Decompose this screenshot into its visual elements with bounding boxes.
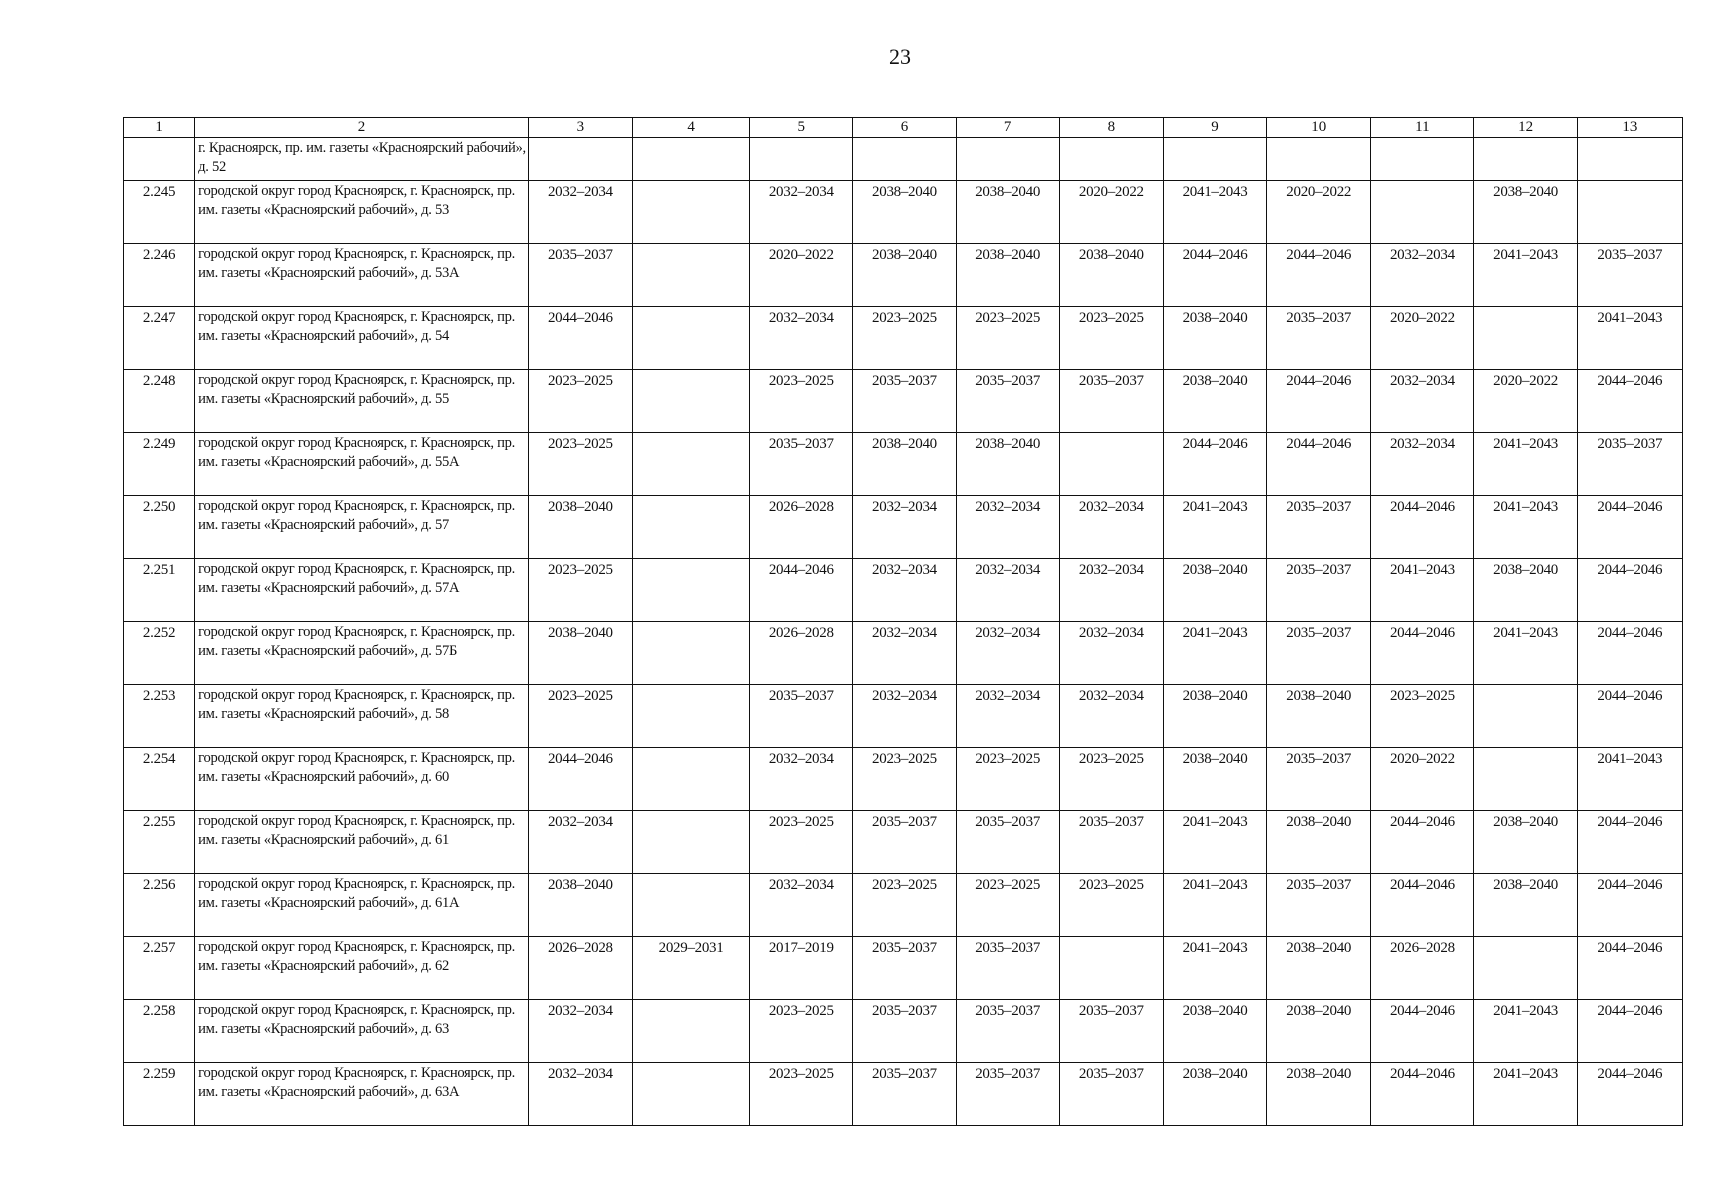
address-cell: городской округ город Красноярск, г. Красноярск, пр. им. газеты «Красноярский рабочий», д. 57Б	[195, 622, 529, 685]
period-cell-col-8: 2035–2037	[1059, 811, 1163, 874]
period-cell-col-12: 2041–2043	[1474, 622, 1577, 685]
period-cell-col-9: 2038–2040	[1163, 685, 1266, 748]
row-number-cell: 2.258	[124, 1000, 195, 1063]
period-cell-col-7	[956, 138, 1059, 181]
column-header-11: 11	[1371, 118, 1474, 138]
period-cell-col-12: 2041–2043	[1474, 496, 1577, 559]
period-cell-col-8: 2020–2022	[1059, 181, 1163, 244]
period-cell-col-11: 2020–2022	[1371, 307, 1474, 370]
period-cell-col-9: 2038–2040	[1163, 748, 1266, 811]
period-cell-col-3: 2044–2046	[528, 307, 632, 370]
period-cell-col-8: 2032–2034	[1059, 685, 1163, 748]
schedule-table	[123, 117, 1683, 1126]
table-row	[124, 811, 1683, 874]
period-cell-col-8	[1059, 138, 1163, 181]
address-cell: городской округ город Красноярск, г. Красноярск, пр. им. газеты «Красноярский рабочий», д. 61А	[195, 874, 529, 937]
table-row	[124, 244, 1683, 307]
row-number-cell: 2.252	[124, 622, 195, 685]
address-cell: городской округ город Красноярск, г. Красноярск, пр. им. газеты «Красноярский рабочий», д. 57	[195, 496, 529, 559]
schedule-table-container	[123, 117, 1683, 1126]
period-cell-col-5: 2026–2028	[750, 622, 853, 685]
period-cell-col-4	[632, 138, 749, 181]
period-cell-col-5: 2026–2028	[750, 496, 853, 559]
period-cell-col-9: 2038–2040	[1163, 559, 1266, 622]
period-cell-col-12	[1474, 307, 1577, 370]
address-cell: городской округ город Красноярск, г. Красноярск, пр. им. газеты «Красноярский рабочий», д. 54	[195, 307, 529, 370]
period-cell-col-12	[1474, 685, 1577, 748]
row-number-cell: 2.246	[124, 244, 195, 307]
period-cell-col-10: 2035–2037	[1267, 559, 1371, 622]
table-row	[124, 874, 1683, 937]
period-cell-col-11: 2044–2046	[1371, 874, 1474, 937]
period-cell-col-4	[632, 433, 749, 496]
column-header-2: 2	[195, 118, 529, 138]
period-cell-col-3: 2038–2040	[528, 622, 632, 685]
period-cell-col-4	[632, 874, 749, 937]
period-cell-col-7: 2038–2040	[956, 181, 1059, 244]
row-number-cell: 2.245	[124, 181, 195, 244]
period-cell-col-9: 2044–2046	[1163, 244, 1266, 307]
row-number-cell: 2.256	[124, 874, 195, 937]
table-header-row	[124, 118, 1683, 138]
period-cell-col-5: 2023–2025	[750, 1063, 853, 1126]
address-cell: г. Красноярск, пр. им. газеты «Красноярский рабочий», д. 52	[195, 138, 529, 181]
period-cell-col-13: 2041–2043	[1577, 748, 1682, 811]
period-cell-col-11: 2023–2025	[1371, 685, 1474, 748]
period-cell-col-10: 2035–2037	[1267, 874, 1371, 937]
period-cell-col-12: 2041–2043	[1474, 1000, 1577, 1063]
period-cell-col-13: 2044–2046	[1577, 1000, 1682, 1063]
table-row	[124, 685, 1683, 748]
period-cell-col-3: 2038–2040	[528, 496, 632, 559]
period-cell-col-12	[1474, 748, 1577, 811]
period-cell-col-6: 2032–2034	[853, 559, 956, 622]
period-cell-col-3: 2038–2040	[528, 874, 632, 937]
period-cell-col-12: 2038–2040	[1474, 874, 1577, 937]
period-cell-col-10: 2035–2037	[1267, 622, 1371, 685]
period-cell-col-13: 2044–2046	[1577, 937, 1682, 1000]
period-cell-col-4	[632, 1000, 749, 1063]
period-cell-col-12	[1474, 138, 1577, 181]
period-cell-col-6: 2035–2037	[853, 370, 956, 433]
period-cell-col-5: 2023–2025	[750, 811, 853, 874]
period-cell-col-13	[1577, 181, 1682, 244]
period-cell-col-12: 2041–2043	[1474, 244, 1577, 307]
period-cell-col-7: 2038–2040	[956, 244, 1059, 307]
period-cell-col-8: 2035–2037	[1059, 370, 1163, 433]
period-cell-col-4	[632, 181, 749, 244]
period-cell-col-9: 2041–2043	[1163, 181, 1266, 244]
period-cell-col-5: 2017–2019	[750, 937, 853, 1000]
period-cell-col-11: 2044–2046	[1371, 811, 1474, 874]
period-cell-col-8: 2023–2025	[1059, 874, 1163, 937]
period-cell-col-13: 2044–2046	[1577, 874, 1682, 937]
period-cell-col-8: 2035–2037	[1059, 1063, 1163, 1126]
period-cell-col-6: 2023–2025	[853, 748, 956, 811]
period-cell-col-7: 2035–2037	[956, 1000, 1059, 1063]
period-cell-col-12: 2038–2040	[1474, 811, 1577, 874]
period-cell-col-10: 2044–2046	[1267, 433, 1371, 496]
period-cell-col-3: 2023–2025	[528, 685, 632, 748]
period-cell-col-10: 2038–2040	[1267, 1063, 1371, 1126]
period-cell-col-10: 2038–2040	[1267, 1000, 1371, 1063]
period-cell-col-7: 2023–2025	[956, 748, 1059, 811]
period-cell-col-8: 2032–2034	[1059, 622, 1163, 685]
period-cell-col-9: 2041–2043	[1163, 622, 1266, 685]
period-cell-col-8	[1059, 433, 1163, 496]
period-cell-col-13: 2044–2046	[1577, 370, 1682, 433]
period-cell-col-11	[1371, 181, 1474, 244]
period-cell-col-7: 2023–2025	[956, 307, 1059, 370]
row-number-cell: 2.254	[124, 748, 195, 811]
period-cell-col-4	[632, 1063, 749, 1126]
row-number-cell: 2.249	[124, 433, 195, 496]
table-row	[124, 1063, 1683, 1126]
row-number-cell: 2.247	[124, 307, 195, 370]
period-cell-col-5: 2023–2025	[750, 1000, 853, 1063]
period-cell-col-6: 2038–2040	[853, 433, 956, 496]
address-cell: городской округ город Красноярск, г. Красноярск, пр. им. газеты «Красноярский рабочий», д. 62	[195, 937, 529, 1000]
period-cell-col-5: 2035–2037	[750, 685, 853, 748]
period-cell-col-7: 2035–2037	[956, 811, 1059, 874]
row-number-cell: 2.250	[124, 496, 195, 559]
period-cell-col-8	[1059, 937, 1163, 1000]
row-number-cell: 2.257	[124, 937, 195, 1000]
period-cell-col-3: 2023–2025	[528, 370, 632, 433]
period-cell-col-11: 2044–2046	[1371, 1000, 1474, 1063]
column-header-6: 6	[853, 118, 956, 138]
period-cell-col-11: 2044–2046	[1371, 622, 1474, 685]
period-cell-col-10: 2020–2022	[1267, 181, 1371, 244]
period-cell-col-7: 2032–2034	[956, 622, 1059, 685]
column-header-3: 3	[528, 118, 632, 138]
period-cell-col-10: 2044–2046	[1267, 244, 1371, 307]
period-cell-col-9: 2038–2040	[1163, 307, 1266, 370]
period-cell-col-9: 2044–2046	[1163, 433, 1266, 496]
period-cell-col-6: 2023–2025	[853, 307, 956, 370]
period-cell-col-4	[632, 307, 749, 370]
period-cell-col-7: 2035–2037	[956, 370, 1059, 433]
period-cell-col-13: 2035–2037	[1577, 433, 1682, 496]
row-number-cell: 2.248	[124, 370, 195, 433]
table-row	[124, 138, 1683, 181]
period-cell-col-4	[632, 559, 749, 622]
table-row	[124, 307, 1683, 370]
period-cell-col-3: 2035–2037	[528, 244, 632, 307]
period-cell-col-13: 2044–2046	[1577, 496, 1682, 559]
period-cell-col-4: 2029–2031	[632, 937, 749, 1000]
period-cell-col-7: 2023–2025	[956, 874, 1059, 937]
period-cell-col-4	[632, 748, 749, 811]
period-cell-col-9: 2038–2040	[1163, 1063, 1266, 1126]
period-cell-col-5: 2032–2034	[750, 748, 853, 811]
row-number-cell: 2.259	[124, 1063, 195, 1126]
period-cell-col-11: 2020–2022	[1371, 748, 1474, 811]
address-cell: городской округ город Красноярск, г. Красноярск, пр. им. газеты «Красноярский рабочий», д. 53А	[195, 244, 529, 307]
period-cell-col-5: 2023–2025	[750, 370, 853, 433]
period-cell-col-3: 2032–2034	[528, 1000, 632, 1063]
row-number-cell: 2.255	[124, 811, 195, 874]
address-cell: городской округ город Красноярск, г. Красноярск, пр. им. газеты «Красноярский рабочий», д. 55	[195, 370, 529, 433]
period-cell-col-4	[632, 496, 749, 559]
period-cell-col-6: 2023–2025	[853, 874, 956, 937]
period-cell-col-5: 2035–2037	[750, 433, 853, 496]
period-cell-col-6: 2032–2034	[853, 685, 956, 748]
column-header-13: 13	[1577, 118, 1682, 138]
period-cell-col-5: 2044–2046	[750, 559, 853, 622]
period-cell-col-4	[632, 622, 749, 685]
period-cell-col-13: 2044–2046	[1577, 1063, 1682, 1126]
period-cell-col-3	[528, 138, 632, 181]
period-cell-col-8: 2032–2034	[1059, 559, 1163, 622]
period-cell-col-5: 2032–2034	[750, 181, 853, 244]
page-number: 23	[889, 44, 911, 69]
period-cell-col-9: 2041–2043	[1163, 874, 1266, 937]
row-number-cell	[124, 138, 195, 181]
period-cell-col-8: 2023–2025	[1059, 748, 1163, 811]
period-cell-col-11: 2041–2043	[1371, 559, 1474, 622]
period-cell-col-13: 2044–2046	[1577, 622, 1682, 685]
period-cell-col-7: 2032–2034	[956, 559, 1059, 622]
period-cell-col-6	[853, 138, 956, 181]
period-cell-col-10	[1267, 138, 1371, 181]
period-cell-col-4	[632, 370, 749, 433]
period-cell-col-9: 2041–2043	[1163, 496, 1266, 559]
period-cell-col-13	[1577, 138, 1682, 181]
address-cell: городской округ город Красноярск, г. Красноярск, пр. им. газеты «Красноярский рабочий», д. 55А	[195, 433, 529, 496]
column-header-10: 10	[1267, 118, 1371, 138]
period-cell-col-8: 2032–2034	[1059, 496, 1163, 559]
period-cell-col-5	[750, 138, 853, 181]
column-header-5: 5	[750, 118, 853, 138]
period-cell-col-9: 2041–2043	[1163, 811, 1266, 874]
period-cell-col-3: 2032–2034	[528, 811, 632, 874]
period-cell-col-3: 2023–2025	[528, 559, 632, 622]
period-cell-col-8: 2035–2037	[1059, 1000, 1163, 1063]
period-cell-col-6: 2035–2037	[853, 1063, 956, 1126]
period-cell-col-3: 2032–2034	[528, 1063, 632, 1126]
period-cell-col-13: 2044–2046	[1577, 685, 1682, 748]
period-cell-col-12: 2041–2043	[1474, 1063, 1577, 1126]
table-row	[124, 181, 1683, 244]
table-row	[124, 559, 1683, 622]
period-cell-col-6: 2035–2037	[853, 811, 956, 874]
period-cell-col-4	[632, 244, 749, 307]
period-cell-col-7: 2035–2037	[956, 1063, 1059, 1126]
table-row	[124, 370, 1683, 433]
table-row	[124, 748, 1683, 811]
period-cell-col-6: 2032–2034	[853, 496, 956, 559]
column-header-8: 8	[1059, 118, 1163, 138]
period-cell-col-8: 2038–2040	[1059, 244, 1163, 307]
period-cell-col-6: 2032–2034	[853, 622, 956, 685]
address-cell: городской округ город Красноярск, г. Красноярск, пр. им. газеты «Красноярский рабочий», д. 63А	[195, 1063, 529, 1126]
period-cell-col-10: 2038–2040	[1267, 685, 1371, 748]
address-cell: городской округ город Красноярск, г. Красноярск, пр. им. газеты «Красноярский рабочий», д. 53	[195, 181, 529, 244]
period-cell-col-13: 2044–2046	[1577, 811, 1682, 874]
column-header-7: 7	[956, 118, 1059, 138]
period-cell-col-11: 2044–2046	[1371, 1063, 1474, 1126]
period-cell-col-13: 2035–2037	[1577, 244, 1682, 307]
period-cell-col-6: 2035–2037	[853, 1000, 956, 1063]
period-cell-col-9	[1163, 138, 1266, 181]
period-cell-col-6: 2038–2040	[853, 181, 956, 244]
period-cell-col-12	[1474, 937, 1577, 1000]
period-cell-col-5: 2020–2022	[750, 244, 853, 307]
column-header-9: 9	[1163, 118, 1266, 138]
table-body	[124, 138, 1683, 1126]
period-cell-col-13: 2044–2046	[1577, 559, 1682, 622]
table-row	[124, 622, 1683, 685]
period-cell-col-9: 2038–2040	[1163, 1000, 1266, 1063]
period-cell-col-11: 2032–2034	[1371, 244, 1474, 307]
period-cell-col-3: 2023–2025	[528, 433, 632, 496]
period-cell-col-6: 2038–2040	[853, 244, 956, 307]
period-cell-col-12: 2038–2040	[1474, 559, 1577, 622]
table-row	[124, 1000, 1683, 1063]
period-cell-col-7: 2035–2037	[956, 937, 1059, 1000]
period-cell-col-12: 2038–2040	[1474, 181, 1577, 244]
period-cell-col-4	[632, 685, 749, 748]
period-cell-col-3: 2044–2046	[528, 748, 632, 811]
address-cell: городской округ город Красноярск, г. Красноярск, пр. им. газеты «Красноярский рабочий», д. 61	[195, 811, 529, 874]
table-row	[124, 433, 1683, 496]
period-cell-col-10: 2035–2037	[1267, 496, 1371, 559]
period-cell-col-5: 2032–2034	[750, 307, 853, 370]
period-cell-col-12: 2020–2022	[1474, 370, 1577, 433]
period-cell-col-10: 2038–2040	[1267, 811, 1371, 874]
address-cell: городской округ город Красноярск, г. Красноярск, пр. им. газеты «Красноярский рабочий», д. 58	[195, 685, 529, 748]
column-header-12: 12	[1474, 118, 1577, 138]
period-cell-col-10: 2044–2046	[1267, 370, 1371, 433]
period-cell-col-4	[632, 811, 749, 874]
column-header-4: 4	[632, 118, 749, 138]
row-number-cell: 2.251	[124, 559, 195, 622]
address-cell: городской округ город Красноярск, г. Красноярск, пр. им. газеты «Красноярский рабочий», д. 57А	[195, 559, 529, 622]
period-cell-col-11: 2032–2034	[1371, 433, 1474, 496]
period-cell-col-7: 2038–2040	[956, 433, 1059, 496]
column-header-1: 1	[124, 118, 195, 138]
period-cell-col-7: 2032–2034	[956, 685, 1059, 748]
table-row	[124, 937, 1683, 1000]
period-cell-col-11: 2032–2034	[1371, 370, 1474, 433]
period-cell-col-3: 2032–2034	[528, 181, 632, 244]
period-cell-col-9: 2038–2040	[1163, 370, 1266, 433]
period-cell-col-11: 2044–2046	[1371, 496, 1474, 559]
period-cell-col-7: 2032–2034	[956, 496, 1059, 559]
period-cell-col-5: 2032–2034	[750, 874, 853, 937]
period-cell-col-11	[1371, 138, 1474, 181]
period-cell-col-10: 2035–2037	[1267, 748, 1371, 811]
period-cell-col-12: 2041–2043	[1474, 433, 1577, 496]
period-cell-col-13: 2041–2043	[1577, 307, 1682, 370]
row-number-cell: 2.253	[124, 685, 195, 748]
period-cell-col-11: 2026–2028	[1371, 937, 1474, 1000]
period-cell-col-8: 2023–2025	[1059, 307, 1163, 370]
address-cell: городской округ город Красноярск, г. Красноярск, пр. им. газеты «Красноярский рабочий», д. 60	[195, 748, 529, 811]
period-cell-col-3: 2026–2028	[528, 937, 632, 1000]
table-row	[124, 496, 1683, 559]
address-cell: городской округ город Красноярск, г. Красноярск, пр. им. газеты «Красноярский рабочий», д. 63	[195, 1000, 529, 1063]
period-cell-col-6: 2035–2037	[853, 937, 956, 1000]
period-cell-col-9: 2041–2043	[1163, 937, 1266, 1000]
period-cell-col-10: 2035–2037	[1267, 307, 1371, 370]
period-cell-col-10: 2038–2040	[1267, 937, 1371, 1000]
